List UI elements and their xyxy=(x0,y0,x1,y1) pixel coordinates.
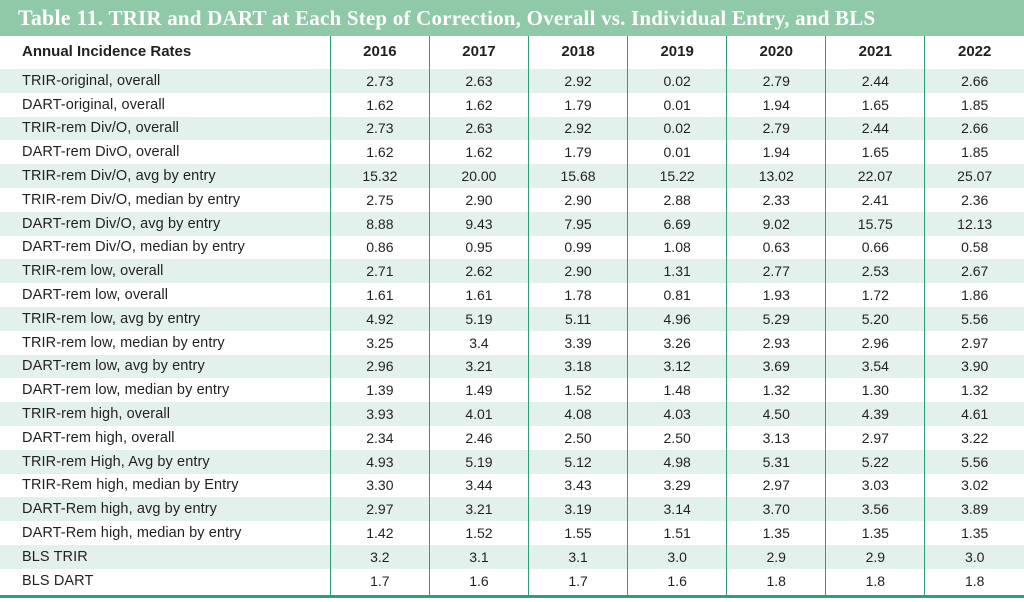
cell-value: 1.86 xyxy=(925,283,1024,307)
table-row xyxy=(0,426,1024,450)
cell-value: 1.30 xyxy=(826,378,925,402)
cell-value: 4.61 xyxy=(925,402,1024,426)
cell-value: 22.07 xyxy=(826,164,925,188)
cell-value: 4.39 xyxy=(826,402,925,426)
row-label: TRIR-rem low, overall xyxy=(0,259,330,283)
row-label: TRIR-Rem high, median by Entry xyxy=(22,477,239,494)
cell-value: 1.35 xyxy=(727,521,826,545)
cell-value: 9.43 xyxy=(429,212,528,236)
table-row xyxy=(0,140,1024,164)
row-label: DART-Rem high, avg by entry xyxy=(0,497,330,521)
cell-value: 1.94 xyxy=(727,93,826,117)
cell-value: 1.94 xyxy=(727,140,826,164)
row-label: DART-rem high, overall xyxy=(22,429,175,446)
cell-value: 2.75 xyxy=(330,188,429,212)
cell-value: 1.85 xyxy=(925,140,1024,164)
cell-value: 5.11 xyxy=(529,307,628,331)
cell-value: 5.29 xyxy=(727,307,826,331)
cell-value: 0.02 xyxy=(628,117,727,141)
cell-value: 4.98 xyxy=(628,450,727,474)
cell-value: 1.32 xyxy=(925,378,1024,402)
cell-value: 3.25 xyxy=(330,331,429,355)
cell-value: 1.93 xyxy=(727,283,826,307)
cell-value: 2.34 xyxy=(330,426,429,450)
cell-value: 3.19 xyxy=(529,497,628,521)
row-label: TRIR-rem low, median by entry xyxy=(22,334,225,351)
table-row xyxy=(0,474,1024,498)
cell-value: 3.12 xyxy=(628,355,727,379)
cell-value: 1.65 xyxy=(826,140,925,164)
cell-value: 2.53 xyxy=(826,259,925,283)
table-row xyxy=(0,355,1024,379)
cell-value: 1.8 xyxy=(727,569,826,595)
cell-value: 2.90 xyxy=(529,259,628,283)
cell-value: 4.03 xyxy=(628,402,727,426)
cell-value: 3.90 xyxy=(925,355,1024,379)
cell-value: 1.62 xyxy=(429,140,528,164)
cell-value: 2.79 xyxy=(727,69,826,93)
cell-value: 3.03 xyxy=(826,474,925,498)
cell-value: 3.2 xyxy=(330,545,429,569)
cell-value: 3.1 xyxy=(429,545,528,569)
cell-value: 1.31 xyxy=(628,259,727,283)
cell-value: 0.95 xyxy=(429,236,528,260)
cell-value: 1.7 xyxy=(330,569,429,595)
cell-value: 2.62 xyxy=(429,259,528,283)
cell-value: 2.41 xyxy=(826,188,925,212)
cell-value: 3.02 xyxy=(925,474,1024,498)
cell-value: 2.50 xyxy=(628,426,727,450)
row-label: BLS DART xyxy=(22,572,94,589)
cell-value: 3.44 xyxy=(429,474,528,498)
table-title xyxy=(18,5,875,31)
cell-value: 1.39 xyxy=(330,378,429,402)
cell-value: 2.50 xyxy=(529,426,628,450)
cell-value: 2.66 xyxy=(925,117,1024,141)
cell-value: 3.0 xyxy=(628,545,727,569)
table-row xyxy=(0,378,1024,402)
cell-value: 3.4 xyxy=(429,331,528,355)
cell-value: 4.08 xyxy=(529,402,628,426)
table-row xyxy=(0,402,1024,426)
table-row xyxy=(0,283,1024,307)
cell-value: 3.21 xyxy=(429,355,528,379)
table-number: Table 11. xyxy=(18,5,104,30)
cell-value: 0.99 xyxy=(529,236,628,260)
row-label: TRIR-rem Div/O, median by entry xyxy=(22,191,241,208)
row-label: TRIR-rem low, avg by entry xyxy=(0,307,330,331)
cell-value: 1.35 xyxy=(826,521,925,545)
bottom-rule xyxy=(0,595,1024,598)
cell-value: 0.02 xyxy=(628,69,727,93)
table-row xyxy=(0,188,1024,212)
cell-value: 1.65 xyxy=(826,93,925,117)
cell-value: 4.01 xyxy=(429,402,528,426)
cell-value: 5.31 xyxy=(727,450,826,474)
table-row xyxy=(0,569,1024,595)
row-label: BLS TRIR xyxy=(0,545,330,569)
cell-value: 0.66 xyxy=(826,236,925,260)
table-row xyxy=(0,117,1024,141)
table-body xyxy=(0,69,1024,595)
cell-value: 0.63 xyxy=(727,236,826,260)
cell-value: 2.90 xyxy=(429,188,528,212)
cell-value: 3.1 xyxy=(529,545,628,569)
incidence-rates-table xyxy=(0,36,1024,595)
cell-value: 20.00 xyxy=(429,164,528,188)
table-caption: TRIR and DART at Each Step of Correction, Overall vs. Individual Entry, and BLS xyxy=(108,6,876,30)
cell-value: 1.35 xyxy=(925,521,1024,545)
cell-value: 3.93 xyxy=(330,402,429,426)
cell-value: 1.6 xyxy=(429,569,528,595)
cell-value: 1.61 xyxy=(330,283,429,307)
cell-value: 15.22 xyxy=(628,164,727,188)
cell-value: 0.86 xyxy=(330,236,429,260)
cell-value: 1.72 xyxy=(826,283,925,307)
cell-value: 2.77 xyxy=(727,259,826,283)
cell-value: 3.54 xyxy=(826,355,925,379)
cell-value: 3.69 xyxy=(727,355,826,379)
cell-value: 2.66 xyxy=(925,69,1024,93)
cell-value: 3.70 xyxy=(727,497,826,521)
table-row xyxy=(0,521,1024,545)
cell-value: 2.67 xyxy=(925,259,1024,283)
cell-value: 5.56 xyxy=(925,307,1024,331)
cell-value: 5.12 xyxy=(529,450,628,474)
cell-value: 2.9 xyxy=(826,545,925,569)
cell-value: 3.21 xyxy=(429,497,528,521)
cell-value: 2.97 xyxy=(826,426,925,450)
cell-value: 5.19 xyxy=(429,307,528,331)
cell-value: 2.44 xyxy=(826,117,925,141)
cell-value: 1.62 xyxy=(330,140,429,164)
column-header-2016: 2016 xyxy=(330,36,429,69)
cell-value: 2.97 xyxy=(727,474,826,498)
cell-value: 1.62 xyxy=(330,93,429,117)
row-label: TRIR-original, overall xyxy=(0,69,330,93)
table-header xyxy=(0,36,1024,69)
cell-value: 3.26 xyxy=(628,331,727,355)
table-row xyxy=(0,93,1024,117)
cell-value: 1.55 xyxy=(529,521,628,545)
cell-value: 3.14 xyxy=(628,497,727,521)
cell-value: 2.9 xyxy=(727,545,826,569)
table-row xyxy=(0,212,1024,236)
cell-value: 1.08 xyxy=(628,236,727,260)
cell-value: 3.29 xyxy=(628,474,727,498)
cell-value: 15.32 xyxy=(330,164,429,188)
cell-value: 5.20 xyxy=(826,307,925,331)
cell-value: 5.22 xyxy=(826,450,925,474)
cell-value: 0.58 xyxy=(925,236,1024,260)
cell-value: 2.73 xyxy=(330,69,429,93)
cell-value: 2.96 xyxy=(330,355,429,379)
table-row xyxy=(0,545,1024,569)
row-label: DART-rem Div/O, median by entry xyxy=(22,239,245,256)
cell-value: 1.8 xyxy=(826,569,925,595)
cell-value: 2.79 xyxy=(727,117,826,141)
cell-value: 1.52 xyxy=(429,521,528,545)
row-label: DART-original, overall xyxy=(22,96,165,113)
row-label: DART-rem low, avg by entry xyxy=(0,355,330,379)
table-row xyxy=(0,164,1024,188)
cell-value: 2.46 xyxy=(429,426,528,450)
cell-value: 2.93 xyxy=(727,331,826,355)
row-label: TRIR-rem High, Avg by entry xyxy=(0,450,330,474)
cell-value: 3.0 xyxy=(925,545,1024,569)
cell-value: 1.85 xyxy=(925,93,1024,117)
cell-value: 2.88 xyxy=(628,188,727,212)
cell-value: 0.81 xyxy=(628,283,727,307)
cell-value: 1.42 xyxy=(330,521,429,545)
cell-value: 2.36 xyxy=(925,188,1024,212)
column-header-2019: 2019 xyxy=(628,36,727,69)
cell-value: 1.79 xyxy=(529,140,628,164)
table-row xyxy=(0,450,1024,474)
cell-value: 2.96 xyxy=(826,331,925,355)
cell-value: 1.78 xyxy=(529,283,628,307)
cell-value: 1.48 xyxy=(628,378,727,402)
cell-value: 1.51 xyxy=(628,521,727,545)
column-header-2017: 2017 xyxy=(429,36,528,69)
cell-value: 2.92 xyxy=(529,69,628,93)
cell-value: 2.33 xyxy=(727,188,826,212)
cell-value: 25.07 xyxy=(925,164,1024,188)
cell-value: 2.44 xyxy=(826,69,925,93)
cell-value: 3.56 xyxy=(826,497,925,521)
table-row xyxy=(0,259,1024,283)
cell-value: 3.89 xyxy=(925,497,1024,521)
cell-value: 1.32 xyxy=(727,378,826,402)
cell-value: 1.52 xyxy=(529,378,628,402)
column-header-2022: 2022 xyxy=(925,36,1024,69)
cell-value: 2.73 xyxy=(330,117,429,141)
cell-value: 2.97 xyxy=(925,331,1024,355)
cell-value: 1.61 xyxy=(429,283,528,307)
cell-value: 3.22 xyxy=(925,426,1024,450)
cell-value: 13.02 xyxy=(727,164,826,188)
cell-value: 4.50 xyxy=(727,402,826,426)
cell-value: 8.88 xyxy=(330,212,429,236)
cell-value: 12.13 xyxy=(925,212,1024,236)
table-row xyxy=(0,497,1024,521)
cell-value: 3.43 xyxy=(529,474,628,498)
cell-value: 15.75 xyxy=(826,212,925,236)
cell-value: 0.01 xyxy=(628,140,727,164)
cell-value: 4.92 xyxy=(330,307,429,331)
cell-value: 1.8 xyxy=(925,569,1024,595)
cell-value: 3.13 xyxy=(727,426,826,450)
row-label: DART-Rem high, median by entry xyxy=(22,525,242,542)
row-label: TRIR-rem Div/O, overall xyxy=(0,117,330,141)
table-title-bar xyxy=(0,0,1024,36)
column-header-2020: 2020 xyxy=(727,36,826,69)
cell-value: 5.19 xyxy=(429,450,528,474)
column-header-2021: 2021 xyxy=(826,36,925,69)
cell-value: 6.69 xyxy=(628,212,727,236)
cell-value: 15.68 xyxy=(529,164,628,188)
cell-value: 1.49 xyxy=(429,378,528,402)
column-header-label: Annual Incidence Rates xyxy=(22,42,192,60)
column-header-2018: 2018 xyxy=(529,36,628,69)
cell-value: 2.71 xyxy=(330,259,429,283)
cell-value: 9.02 xyxy=(727,212,826,236)
row-label: DART-rem DivO, overall xyxy=(22,144,180,161)
cell-value: 4.93 xyxy=(330,450,429,474)
table-row xyxy=(0,331,1024,355)
cell-value: 2.92 xyxy=(529,117,628,141)
cell-value: 7.95 xyxy=(529,212,628,236)
row-label: TRIR-rem high, overall xyxy=(0,402,330,426)
row-label: DART-rem low, median by entry xyxy=(22,382,230,399)
cell-value: 2.97 xyxy=(330,497,429,521)
cell-value: 2.63 xyxy=(429,69,528,93)
header-row xyxy=(0,36,1024,69)
cell-value: 3.30 xyxy=(330,474,429,498)
table-row xyxy=(0,69,1024,93)
cell-value: 4.96 xyxy=(628,307,727,331)
table-row xyxy=(0,236,1024,260)
cell-value: 1.79 xyxy=(529,93,628,117)
cell-value: 2.90 xyxy=(529,188,628,212)
cell-value: 1.6 xyxy=(628,569,727,595)
cell-value: 3.39 xyxy=(529,331,628,355)
cell-value: 0.01 xyxy=(628,93,727,117)
row-label: DART-rem low, overall xyxy=(22,287,169,304)
row-label: DART-rem Div/O, avg by entry xyxy=(0,212,330,236)
cell-value: 5.56 xyxy=(925,450,1024,474)
cell-value: 1.62 xyxy=(429,93,528,117)
row-label: TRIR-rem Div/O, avg by entry xyxy=(0,164,330,188)
cell-value: 3.18 xyxy=(529,355,628,379)
cell-value: 2.63 xyxy=(429,117,528,141)
cell-value: 1.7 xyxy=(529,569,628,595)
table-row xyxy=(0,307,1024,331)
